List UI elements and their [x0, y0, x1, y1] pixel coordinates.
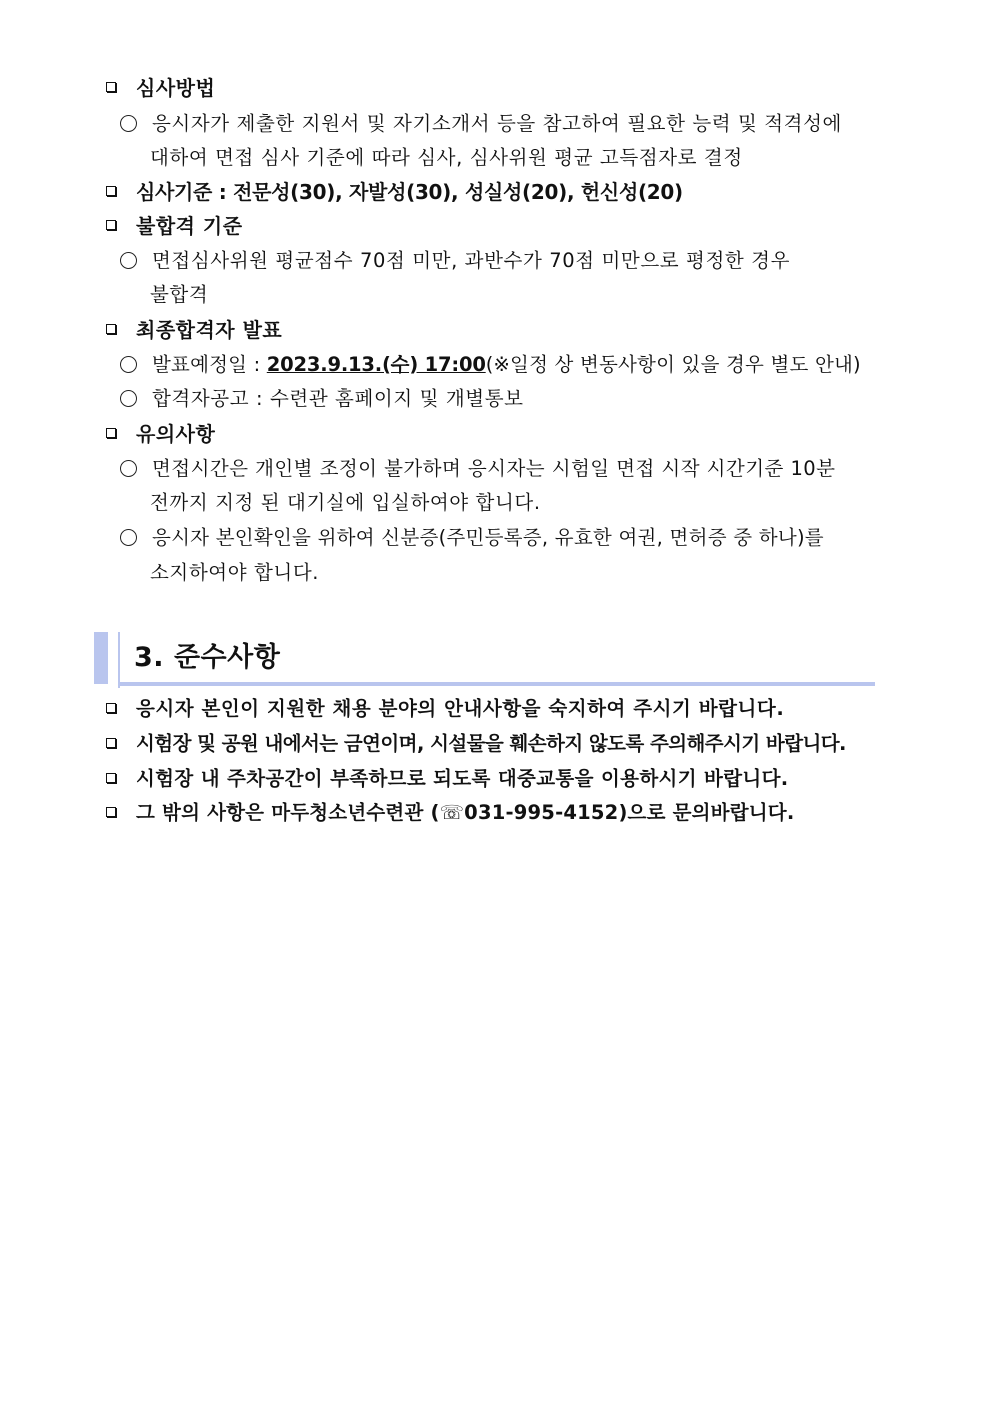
announcement-date-text: [152, 348, 861, 382]
square-bullet-icon: [106, 324, 116, 334]
screening-method-heading: 심사방법: [136, 76, 216, 100]
screening-method-text-line1: 응시자가 제출한 지원서 및 자기소개서 등을 참고하여 필요한 능력 및 적격성에: [152, 112, 842, 135]
announcement-date-suffix: (※일정 상 변동사항이 있을 경우 별도 안내): [485, 353, 861, 376]
circle-bullet-icon: [120, 529, 137, 546]
section-3-title: 3. 준수사항: [134, 642, 281, 673]
square-bullet-icon: [106, 807, 116, 817]
section3-item-2-text: 시험장 및 공원 내에서는 금연이며, 시설물을 훼손하지 않도록 주의해주시기 바랍니다.: [136, 732, 846, 755]
notes-item-2-line1: 응시자 본인확인을 위하여 신분증(주민등록증, 유효한 여권, 면허증 중 하나)를: [152, 526, 824, 549]
circle-bullet-icon: [120, 390, 137, 407]
section3-item-4-text: 그 밖의 사항은 마두청소년수련관 (☏031-995-4152)으로 문의바랍니다.: [136, 801, 795, 824]
announcement-method-text: 합격자공고 : 수련관 홈페이지 및 개별통보: [152, 387, 524, 410]
notes-item-1-line2: 전까지 지정 된 대기실에 입실하여야 합니다.: [150, 491, 541, 514]
section-underline-rule: [118, 682, 875, 686]
section3-item-1-text: 응시자 본인이 지원한 채용 분야의 안내사항을 숙지하여 주시기 바랍니다.: [136, 697, 785, 720]
fail-criteria-text-line2: 불합격: [150, 283, 209, 306]
notes-item-1-line1: 면접시간은 개인별 조정이 불가하며 응시자는 시험일 면접 시작 시간기준 10분: [152, 457, 836, 480]
square-bullet-icon: [106, 738, 116, 748]
announcement-date-value: 2023.9.13.(수) 17:00: [266, 353, 486, 376]
section-vertical-rule: [118, 632, 120, 688]
fail-criteria-heading: 불합격 기준: [136, 214, 243, 238]
square-bullet-icon: [106, 82, 116, 92]
square-bullet-icon: [106, 220, 116, 230]
announcement-date-prefix: 발표예정일 :: [152, 353, 267, 376]
section-accent-bar: [94, 632, 108, 684]
fail-criteria-text-line1: 면접심사위원 평균점수 70점 미만, 과반수가 70점 미만으로 평정한 경우: [152, 249, 791, 272]
circle-bullet-icon: [120, 115, 137, 132]
notes-item-2-line2: 소지하여야 합니다.: [150, 561, 320, 584]
square-bullet-icon: [106, 428, 116, 438]
screening-method-text-line2: 대하여 면접 심사 기준에 따라 심사, 심사위원 평균 고득점자로 결정: [150, 146, 743, 169]
screening-criteria-heading: 심사기준 : 전문성(30), 자발성(30), 성실성(20), 헌신성(20): [136, 180, 683, 204]
square-bullet-icon: [106, 773, 116, 783]
circle-bullet-icon: [120, 356, 137, 373]
section3-item-3-text: 시험장 내 주차공간이 부족하므로 되도록 대중교통을 이용하시기 바랍니다.: [136, 767, 789, 790]
notes-heading: 유의사항: [136, 422, 216, 446]
circle-bullet-icon: [120, 252, 137, 269]
section-accent-gap: [108, 632, 111, 684]
circle-bullet-icon: [120, 460, 137, 477]
square-bullet-icon: [106, 703, 116, 713]
square-bullet-icon: [106, 186, 116, 196]
final-announcement-heading: 최종합격자 발표: [136, 318, 283, 342]
